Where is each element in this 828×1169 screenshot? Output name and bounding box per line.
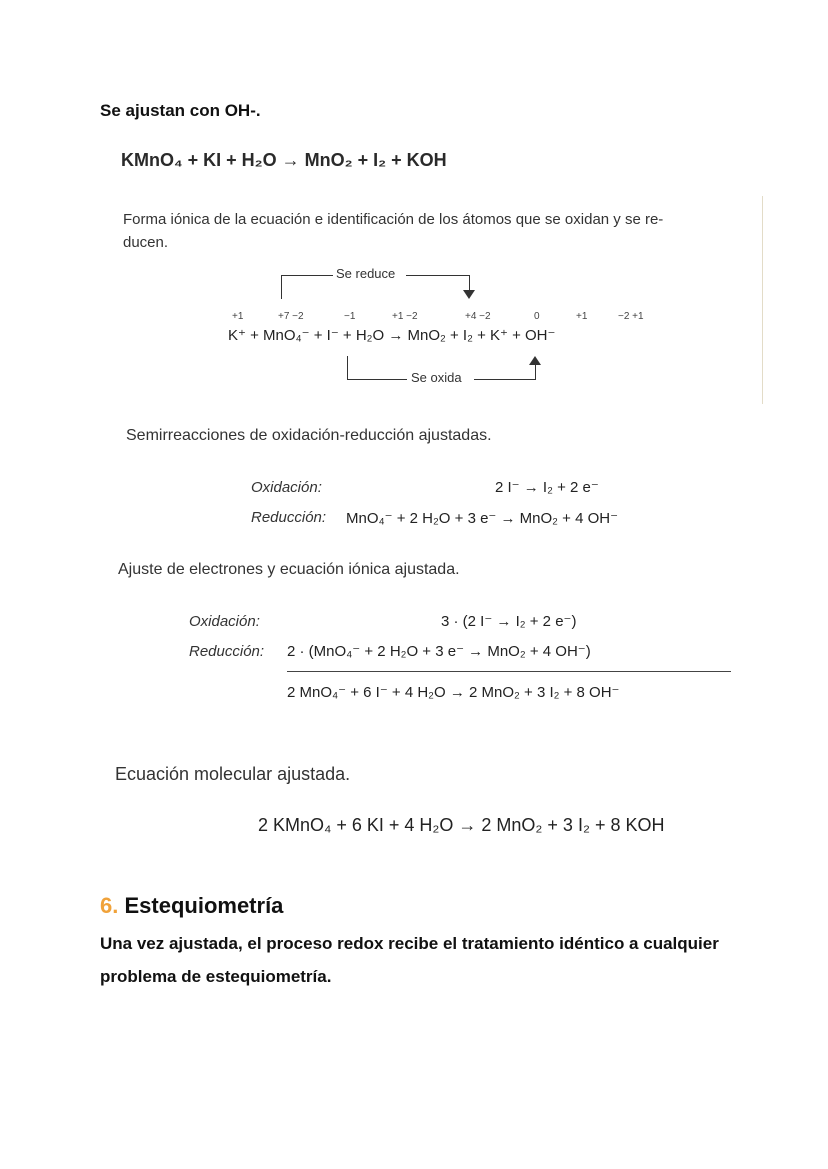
intro-text: Se ajustan con OH-.: [100, 101, 261, 120]
closing-paragraph: Una vez ajustada, el proceso redox recibe el tratamiento idéntico a cualquier problema de estequiometría.: [100, 934, 719, 986]
reduce-bracket-top-right: [406, 275, 470, 276]
reduce-bracket-left: [281, 275, 282, 299]
semi-ox-equation: 2 I⁻ → I₂ + 2 e⁻: [495, 479, 599, 496]
ox-number: −2 +1: [618, 311, 644, 322]
ajuste-ox-label: Oxidación:: [189, 613, 260, 630]
ionic-equation: K⁺ + MnO₄⁻ + I⁻ + H₂O → MnO₂ + I₂ + K⁺ + OH⁻: [228, 327, 556, 344]
semi-red-equation: MnO₄⁻ + 2 H₂O + 3 e⁻ → MnO₂ + 4 OH⁻: [346, 510, 619, 527]
ox-number: +7 −2: [278, 311, 304, 322]
semi-ox-label: Oxidación:: [251, 479, 322, 496]
ajuste-title: Ajuste de electrones y ecuación iónica ajustada.: [118, 561, 460, 578]
arrow-down-icon: [463, 290, 475, 299]
main-equation: KMnO₄ + KI + H₂O → MnO₂ + I₂ + KOH: [121, 150, 447, 170]
ajuste-sum-equation: 2 MnO₄⁻ + 6 I⁻ + 4 H₂O → 2 MnO₂ + 3 I₂ + 8 OH⁻: [287, 684, 620, 701]
oxida-bracket-left: [347, 356, 348, 380]
molecular-equation: 2 KMnO₄ + 6 KI + 4 H₂O → 2 MnO₂ + 3 I₂ + 8 KOH: [258, 815, 665, 835]
panel-border: [762, 196, 763, 404]
ajuste-red-equation: 2 · (MnO₄⁻ + 2 H₂O + 3 e⁻ → MnO₂ + 4 OH⁻): [287, 643, 591, 660]
reduce-label: Se reduce: [336, 266, 396, 281]
ox-number: 0: [534, 311, 540, 322]
oxida-label: Se oxida: [411, 370, 462, 385]
arrow-up-icon: [529, 356, 541, 365]
ajuste-ox-equation: 3 · (2 I⁻ → I₂ + 2 e⁻): [441, 613, 577, 630]
semi-title: Semirreacciones de oxidación-reducción ajustadas.: [126, 427, 492, 444]
ionic-note: Forma iónica de la ecuación e identificación de los átomos que se oxidan y se re- ducen.: [123, 211, 664, 251]
sum-rule: [287, 671, 731, 672]
ox-number: +1 −2: [392, 311, 418, 322]
ox-number: +4 −2: [465, 311, 491, 322]
ox-number: −1: [344, 311, 356, 322]
molecular-title: Ecuación molecular ajustada.: [115, 764, 351, 784]
oxida-bracket-bottom-right: [474, 379, 536, 380]
ajuste-red-label: Reducción:: [189, 643, 265, 660]
section-number: 6.: [100, 893, 119, 918]
reduce-bracket-top-left: [281, 275, 333, 276]
ox-number: +1: [576, 311, 588, 322]
section-heading: [100, 893, 283, 919]
semi-red-label: Reducción:: [251, 509, 327, 526]
ox-number: +1: [232, 311, 244, 322]
section-title: Estequiometría: [124, 893, 284, 918]
oxida-bracket-bottom-left: [347, 379, 407, 380]
oxida-bracket-right: [535, 364, 536, 380]
